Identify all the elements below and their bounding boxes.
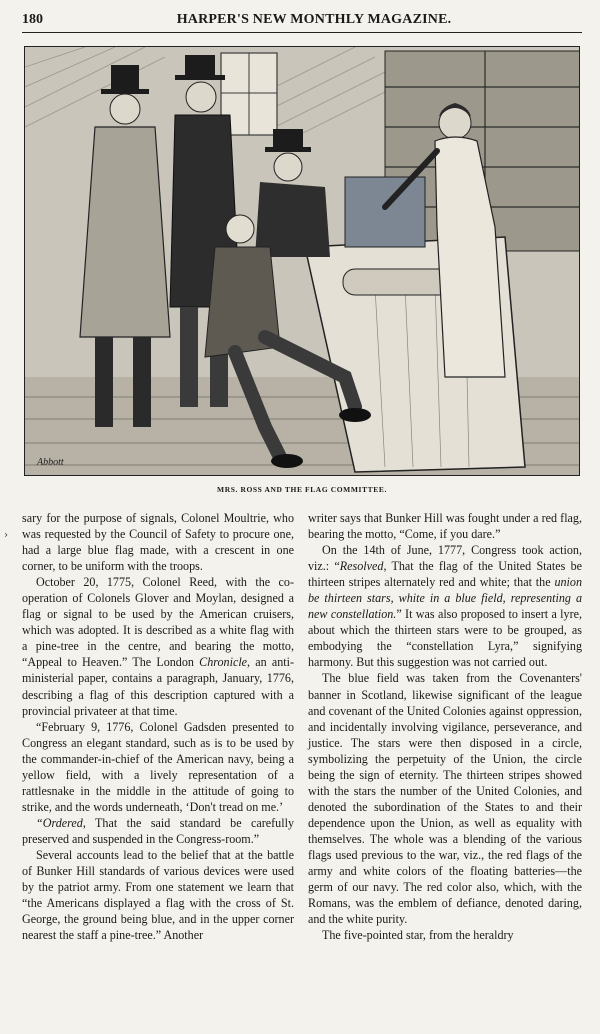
text-run: , an anti-ministerial paper, contains a paragraph, January, 1776, describing a flag of this description captured with a provincial privateer at that time. [22, 655, 295, 718]
paragraph: The blue field was taken from the Covenanters' banner in Scotland, likewise significant of the league and covenant of the United Colonies against oppression, and incidentally involving vigilance, perseverance, and justice. The stars were then disposed in a circle, symbolizing the perpetuity of the Union, the circle being the sign of eternity. The thirteen stripes showed with the stars the number of the United Colonies, and denoted the subordination of the States to and their dependence upon the Union, as well as equality with themselves. The whole was a blending of the various flags used previous to the war, viz., the red flags of the army and white colors of the floating batteries—the germ of our navy. The red color also, which, with the Romans, was the emblem of defiance, denoted daring, and the white purity. [308, 671, 582, 927]
page-number: 180 [22, 12, 43, 27]
margin-mark: › [4, 530, 8, 541]
illustration-caption: MRS. ROSS AND THE FLAG COMMITTEE. [217, 485, 387, 494]
italic-text: Chronicle [199, 655, 248, 670]
paragraph: sary for the purpose of signals, Colonel Moultrie, who was requested by the Council of Safety to procure one, had a large blue flag made, with a crescent in one corner, to be uniform with the troops. [22, 511, 294, 574]
paragraph: “February 9, 1776, Colonel Gadsden presented to Congress an elegant standard, such as is to be used by the commander-in-chief of the American navy, being a yellow field, with a lively representation of a rattlesnake in the middle in the attitude of going to strike, and the words underneath, ‘Don't tread on me.’ [22, 719, 294, 814]
engraving-illustration [24, 46, 580, 476]
italic-text: Resolved [339, 559, 384, 574]
italic-text: “Ordered [36, 815, 83, 830]
text-column-right [308, 510, 582, 943]
paragraph [22, 574, 294, 718]
paragraph: The five-pointed star, from the heraldry [322, 928, 514, 943]
text-run: ” It was also proposed to insert a lyre, about which the thirteen stars were to be grouped, as embodying the “constellation Lyra,” signifying harmony. But this suggestion was not carried out. [308, 607, 582, 670]
engraving-artwork [25, 47, 580, 476]
text-run: October 20, 1775, Colonel Reed, with the co-operation of Colonels Glover and Moylan, designed a flag or signal to be used by the American cruisers, which was adopted. It is described as a white flag with a pine-tree in the centre, and bearing the motto, “Appeal to Heaven.” The London [22, 575, 294, 670]
page-header [22, 10, 582, 33]
fabric-box [345, 177, 425, 247]
text-run: On the 14th of June, 1777, Congress took action, viz.: “ [308, 543, 582, 574]
text-column-left [22, 510, 294, 943]
text-run: , That the said standard be carefully preserved and suspended in the Congress-room.” [22, 815, 294, 846]
running-title: HARPER'S NEW MONTHLY MAGAZINE. [176, 12, 452, 27]
artist-signature: Abbott [37, 457, 64, 468]
paragraph [22, 815, 294, 847]
paragraph: Several accounts lead to the belief that at the battle of Bunker Hill standards of various devices were used by the patriot army. From one statement we learn that “the Americans displayed a flag with the cross of St. George, the ground being blue, and in the upper corner nearest the staff a pine-tree.” Another [22, 847, 294, 943]
italic-text: union be thirteen stars, white in a blue field, representing a new constellation. [308, 575, 582, 622]
paragraph [308, 542, 582, 670]
text-run: , That the flag of the United States be thirteen stripes alternately red and white; that the [308, 559, 582, 590]
paragraph: writer says that Bunker Hill was fought under a red flag, bearing the motto, “Come, if you dare.” [308, 511, 582, 542]
